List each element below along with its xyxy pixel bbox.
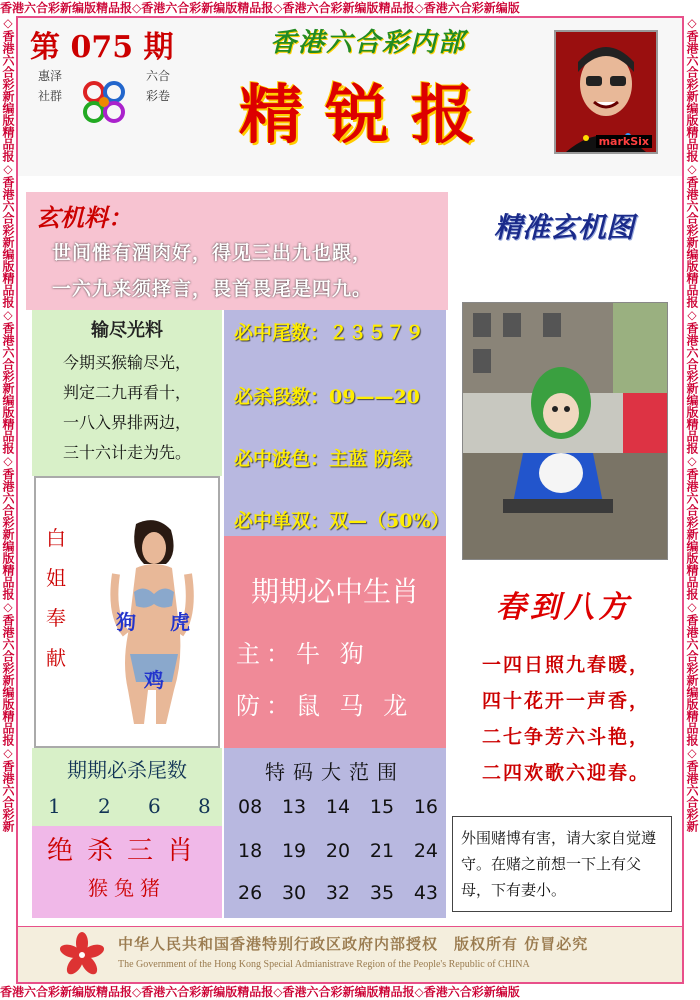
lottery-logo-icon	[76, 74, 132, 130]
xuanji-line-1: 世间惟有酒肉好，得见三出九也跟，	[52, 242, 373, 264]
portrait-illustration	[556, 32, 656, 152]
must-tail: 必中尾数：２３５７９	[234, 322, 425, 344]
kill-tail-number: 6	[148, 794, 161, 818]
te-ma-row	[238, 882, 438, 904]
spring-line: 四十花开一声香，	[481, 690, 650, 712]
animal-rooster: 鸡	[144, 668, 164, 692]
shujin-line: 一八入界排两边，	[62, 413, 191, 432]
te-ma-title: 特码大范围	[265, 760, 405, 784]
riddle-photo-illustration	[463, 303, 668, 560]
left-ticker: ◇香港六合彩新编版精品报◇香港六合彩新编版精品报◇香港六合彩新编版精品报◇香港六合彩新编版精品报◇香港六合彩新编版精品报◇香港六合彩新	[1, 16, 15, 832]
must-single-double: 必中单双：双—（50%）	[234, 510, 450, 532]
footer-cn-text: 中华人民共和国香港特别行政区政府内部授权 版权所有 仿冒必究	[118, 935, 589, 953]
subtitle: 香港六合彩内部	[269, 28, 466, 58]
must-section	[224, 310, 450, 536]
te-ma-row	[238, 796, 438, 818]
te-ma-number: 18	[238, 840, 263, 862]
portrait-image	[554, 30, 658, 154]
must-wave: 必中波色：主蓝 防绿	[234, 448, 412, 470]
shujin-title: 输尽光料	[91, 320, 163, 341]
animal-tiger: 虎	[170, 610, 190, 634]
header	[18, 18, 682, 176]
te-ma-number: 14	[325, 796, 351, 818]
te-ma-number: 13	[281, 796, 307, 818]
te-ma-number: 20	[325, 840, 351, 862]
kill-tail-title: 期期必杀尾数	[67, 758, 187, 782]
bauhinia-emblem-icon	[58, 931, 106, 979]
xuanji-title: 玄机料：	[36, 203, 132, 232]
shengxiao-guard: 防：鼠 马 龙	[236, 692, 414, 720]
top-ticker: 香港六合彩新编版精品报◇香港六合彩新编版精品报◇香港六合彩新编版精品报◇香港六合彩新编版	[0, 1, 520, 15]
te-ma-number: 15	[369, 796, 395, 818]
issue-number: 第 075 期	[30, 30, 174, 65]
logo-block	[38, 66, 170, 142]
riddle-picture-title: 精准玄机图	[493, 211, 634, 244]
shujin-line: 今期买猴输尽光，	[62, 353, 191, 372]
xuanji-section	[26, 192, 448, 310]
shujin-line: 三十六计走为先。	[62, 443, 191, 462]
logo-right-text: 六合彩卷	[146, 69, 171, 103]
te-ma-number: 26	[238, 882, 263, 904]
riddle-photo	[462, 302, 668, 560]
spring-title: 春到八方	[496, 590, 632, 625]
te-ma-number: 24	[413, 840, 438, 862]
kill-tail-number: 1	[48, 794, 61, 818]
must-segment: 必杀段数：09——20	[234, 386, 420, 408]
te-ma-number: 08	[238, 796, 263, 818]
baijie-picture-box	[34, 476, 220, 748]
jue-sha-animals: 猴兔猪	[88, 876, 166, 900]
baijie-char: 白	[46, 526, 66, 550]
spring-line: 二七争芳六斗艳，	[481, 726, 650, 748]
shengxiao-main: 主：牛 狗	[236, 640, 370, 668]
te-ma-number: 21	[369, 840, 395, 862]
te-ma-number: 19	[281, 840, 307, 862]
spring-line: 二四欢歌六迎春。	[481, 762, 650, 784]
footer	[18, 926, 682, 982]
logo-left-text: 惠泽社群	[38, 69, 63, 103]
te-ma-number: 16	[413, 796, 438, 818]
te-ma-section	[224, 748, 446, 918]
spring-line: 一四日照九春暖，	[481, 654, 650, 676]
gambling-warning: 外围赌博有害，请大家自觉遵守。在赌之前想一下上有父母，下有妻小。	[452, 816, 672, 912]
te-ma-row	[238, 840, 438, 862]
baijie-vertical-text	[46, 518, 68, 678]
bottom-ticker: 香港六合彩新编版精品报◇香港六合彩新编版精品报◇香港六合彩新编版精品报◇香港六合彩新编版	[0, 985, 520, 999]
footer-en-text: The Government of the Hong Kong Special Admianistrave Region of the People's Republic of CHINA	[118, 959, 530, 970]
te-ma-number: 43	[413, 882, 438, 904]
shujin-section	[32, 310, 222, 476]
shengxiao-title: 期期必中生肖	[250, 575, 419, 608]
kill-tail-section	[32, 748, 222, 826]
kill-tail-number: 2	[98, 794, 111, 818]
te-ma-number: 32	[325, 882, 351, 904]
jue-sha-title: 绝杀三肖	[46, 836, 207, 866]
page-title: 精锐报	[239, 78, 497, 153]
baijie-char: 献	[46, 646, 66, 670]
shengxiao-section	[224, 536, 446, 748]
xuanji-line-2: 一六九来须择言，畏首畏尾是四九。	[52, 278, 373, 300]
baijie-char: 姐	[46, 566, 66, 590]
jue-sha-section	[32, 826, 222, 918]
portrait-tag: markSix	[596, 135, 652, 148]
right-ticker: ◇香港六合彩新编版精品报◇香港六合彩新编版精品报◇香港六合彩新编版精品报◇香港六合彩新编版精品报◇香港六合彩新编版精品报◇香港六合彩新	[685, 16, 699, 832]
kill-tail-number: 8	[198, 794, 211, 818]
animal-dog: 狗	[116, 610, 136, 634]
baijie-char: 奉	[46, 606, 66, 630]
shujin-line: 判定二九再看十，	[62, 383, 191, 402]
te-ma-number: 30	[281, 882, 307, 904]
te-ma-number: 35	[369, 882, 395, 904]
